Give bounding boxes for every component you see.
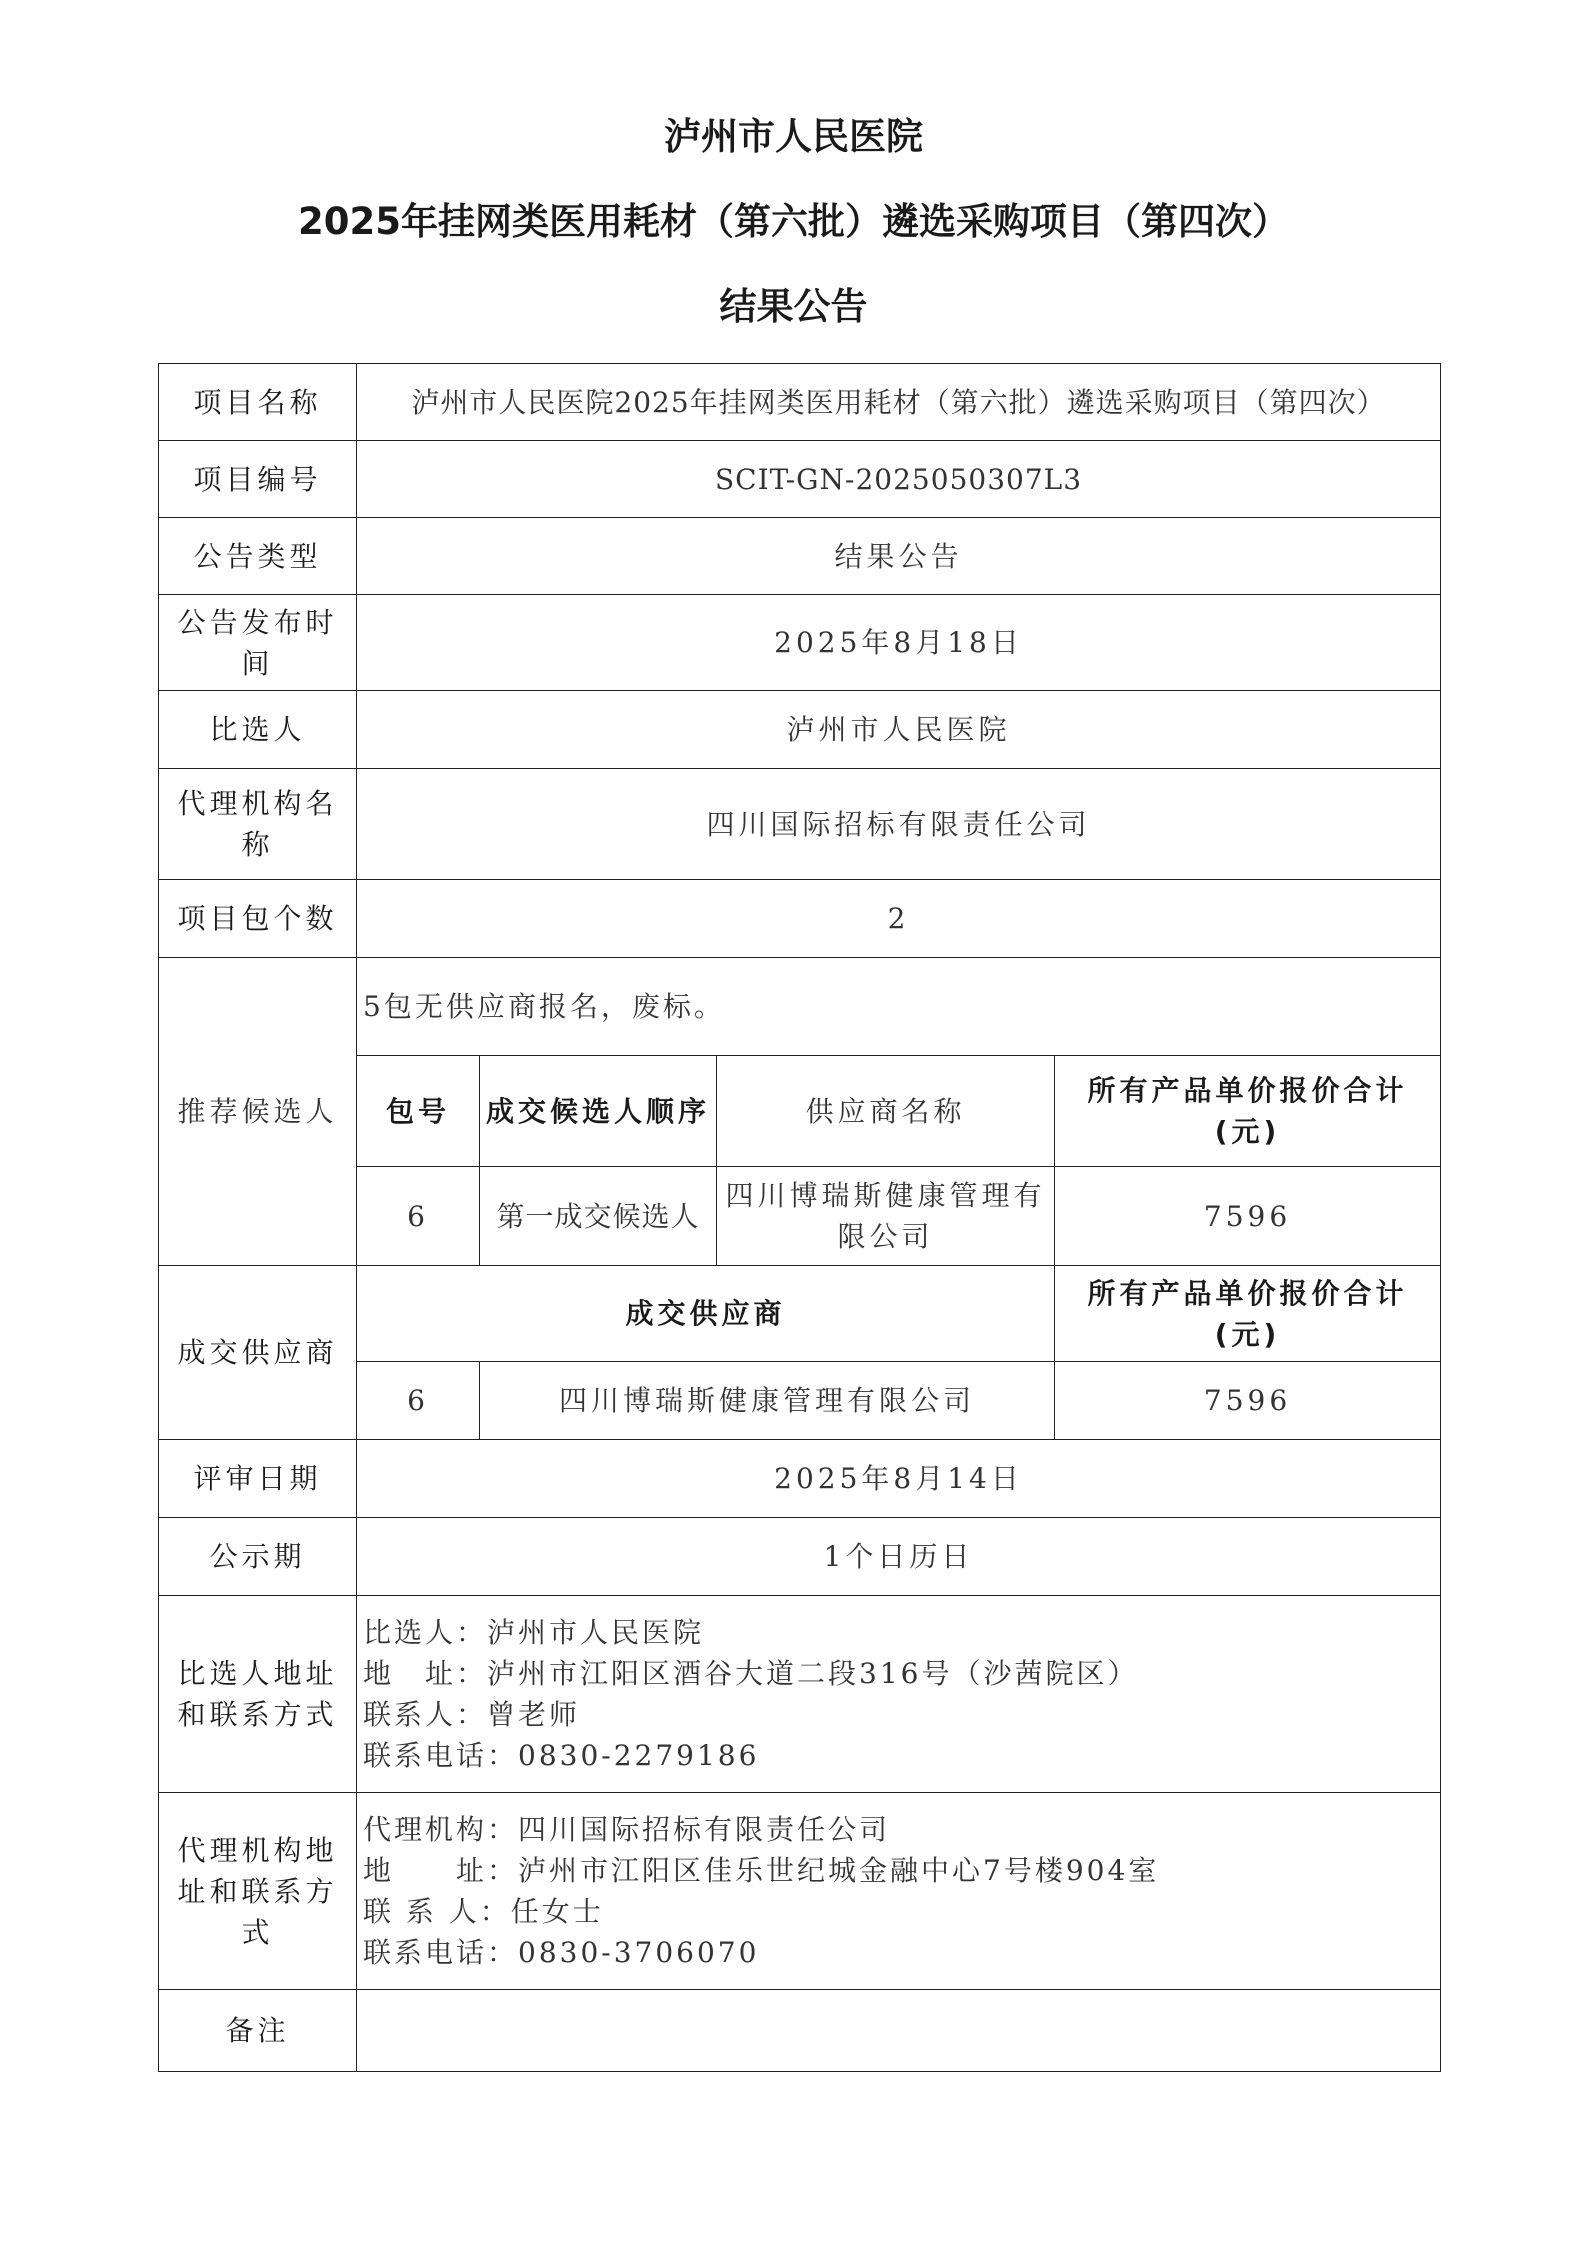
cell-total-price: 7596 [1055,1167,1441,1266]
header-total-price: 所有产品单价报价合计(元) [1055,1056,1441,1167]
row-agency-name [159,769,1441,880]
title-result: 结果公告 [719,285,868,328]
selector-contact-line: 地 址：泸州市江阳区酒谷大道二段316号（沙茜院区） [363,1657,1139,1690]
selector-contact-line: 联系人：曾老师 [363,1698,581,1731]
row-recommended-note [159,958,1441,1056]
agency-name-value: 四川国际招标有限责任公司 [357,769,1441,880]
cell-supplier-name: 四川博瑞斯健康管理有限公司 [717,1167,1055,1266]
project-name-value: 泸州市人民医院2025年挂网类医用耗材（第六批）遴选采购项目（第四次） [357,364,1441,441]
recommended-note: 5包无供应商报名，废标。 [357,958,1441,1056]
cell-deal-total-price: 7596 [1055,1362,1441,1440]
header-deal-supplier: 成交供应商 [357,1266,1055,1362]
header-candidate-order: 成交候选人顺序 [480,1056,717,1167]
agency-contact-label: 代理机构地址和联系方式 [159,1793,357,1990]
selector-contact-line: 联系电话：0830-2279186 [363,1739,760,1772]
notice-type-value: 结果公告 [357,518,1441,595]
remark-label: 备注 [159,1990,357,2072]
agency-contact-line: 联 系 人：任女士 [363,1895,604,1928]
package-count-label: 项目包个数 [159,880,357,958]
selector-contact-label: 比选人地址和联系方式 [159,1596,357,1793]
package-count-value: 2 [357,880,1441,958]
project-name-label: 项目名称 [159,364,357,441]
agency-name-label: 代理机构名称 [159,769,357,880]
cell-deal-supplier-name: 四川博瑞斯健康管理有限公司 [480,1362,1055,1440]
cell-package-no: 6 [357,1167,480,1266]
selector-contact-value [357,1596,1441,1793]
row-selector-contact [159,1596,1441,1793]
row-project-name [159,364,1441,441]
title-project: 2025年挂网类医用耗材（第六批）遴选采购项目（第四次） [298,200,1289,243]
publicity-label: 公示期 [159,1518,357,1596]
cell-candidate-order: 第一成交候选人 [480,1167,717,1266]
row-publicity [159,1518,1441,1596]
row-remark [159,1990,1441,2072]
selector-value: 泸州市人民医院 [357,691,1441,769]
header-package-no: 包号 [357,1056,480,1167]
project-no-value: SCIT-GN-2025050307L3 [357,441,1441,518]
notice-type-label: 公告类型 [159,518,357,595]
publish-time-label: 公告发布时间 [159,595,357,691]
header-supplier-name: 供应商名称 [717,1056,1055,1167]
header-deal-total-price: 所有产品单价报价合计(元) [1055,1266,1441,1362]
selector-contact-line: 比选人：泸州市人民医院 [363,1616,705,1649]
agency-contact-value [357,1793,1441,1990]
row-agency-contact [159,1793,1441,1990]
row-supplier-header [159,1266,1441,1362]
title-hospital: 泸州市人民医院 [664,115,923,158]
publicity-value: 1个日历日 [357,1518,1441,1596]
selector-label: 比选人 [159,691,357,769]
review-date-label: 评审日期 [159,1440,357,1518]
agency-contact-line: 代理机构：四川国际招标有限责任公司 [363,1813,891,1846]
supplier-label: 成交供应商 [159,1266,357,1440]
recommended-label: 推荐候选人 [159,958,357,1266]
announcement-table [158,363,1441,2072]
publish-time-value: 2025年8月18日 [357,595,1441,691]
review-date-value: 2025年8月14日 [357,1440,1441,1518]
row-notice-type [159,518,1441,595]
agency-contact-line: 地 址：泸州市江阳区佳乐世纪城金融中心7号楼904室 [363,1854,1160,1887]
row-review-date [159,1440,1441,1518]
remark-value [357,1990,1441,2072]
cell-deal-package-no: 6 [357,1362,480,1440]
row-selector [159,691,1441,769]
row-package-count [159,880,1441,958]
agency-contact-line: 联系电话：0830-3706070 [363,1936,760,1969]
document-title [0,115,1587,328]
row-project-no [159,441,1441,518]
row-publish-time [159,595,1441,691]
project-no-label: 项目编号 [159,441,357,518]
